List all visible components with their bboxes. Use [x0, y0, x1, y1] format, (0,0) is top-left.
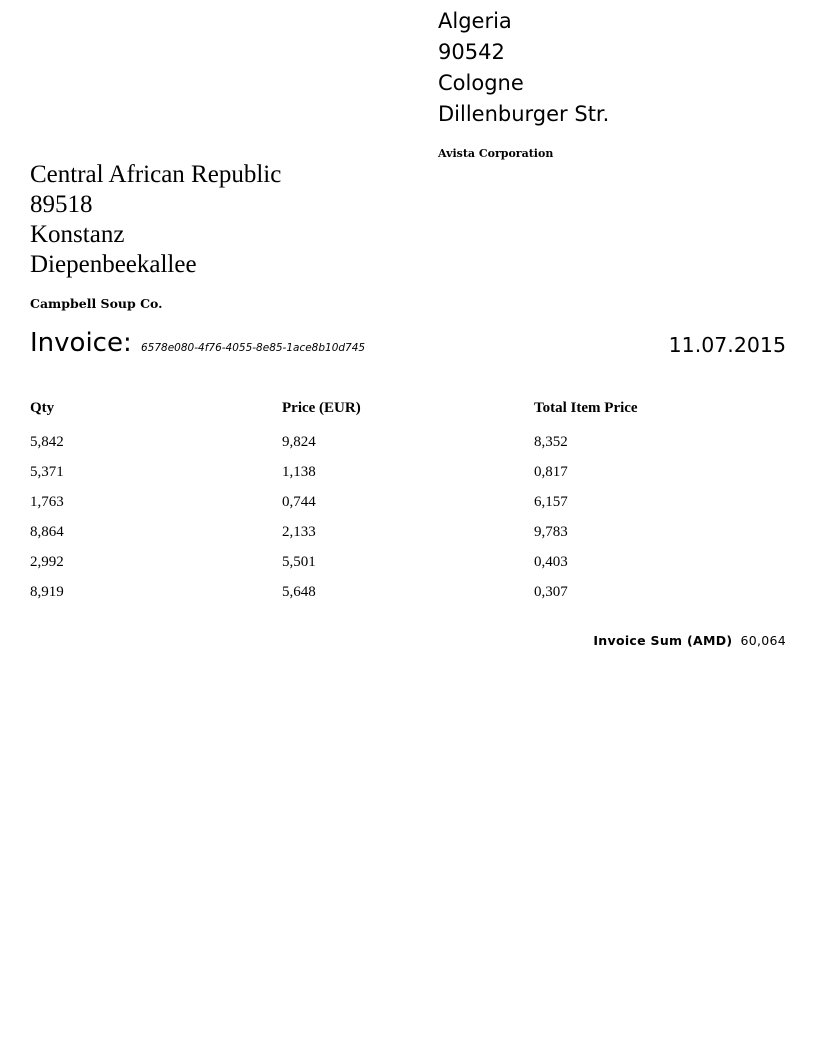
row-price: 5,501 — [282, 554, 316, 570]
row-qty: 2,992 — [30, 554, 64, 570]
invoice-sum-value: 60,064 — [740, 633, 786, 648]
row-price: 2,133 — [282, 524, 316, 540]
table-row — [30, 580, 786, 610]
recipient-address — [30, 160, 430, 280]
table-row — [30, 550, 786, 580]
row-qty: 1,763 — [30, 494, 64, 510]
table-header-row — [30, 396, 786, 430]
row-qty: 8,864 — [30, 524, 64, 540]
items-table — [30, 396, 786, 610]
row-qty: 5,842 — [30, 434, 64, 450]
row-qty: 5,371 — [30, 464, 64, 480]
row-total: 6,157 — [534, 494, 568, 510]
row-total: 0,403 — [534, 554, 568, 570]
sender-street: Dillenburger Str. — [438, 102, 610, 126]
recipient-city: Konstanz — [30, 221, 125, 248]
recipient-street: Diepenbeekallee — [30, 251, 197, 278]
sender-postal-code: 90542 — [438, 40, 505, 64]
sender-country: Algeria — [438, 9, 512, 33]
sender-city: Cologne — [438, 71, 524, 95]
recipient-country: Central African Republic — [30, 161, 282, 188]
sender-company: Avista Corporation — [438, 147, 554, 160]
table-row — [30, 460, 786, 490]
row-price: 9,824 — [282, 434, 316, 450]
sender-address — [438, 6, 798, 130]
row-total: 8,352 — [534, 434, 568, 450]
row-price: 0,744 — [282, 494, 316, 510]
invoice-date: 11.07.2015 — [668, 333, 786, 357]
invoice-sum-label: Invoice Sum (AMD) — [593, 633, 733, 648]
recipient-postal-code: 89518 — [30, 191, 93, 218]
table-row — [30, 520, 786, 550]
header-price: Price (EUR) — [282, 400, 361, 416]
row-total: 9,783 — [534, 524, 568, 540]
header-qty: Qty — [30, 400, 55, 416]
invoice-id: 6578e080-4f76-4055-8e85-1ace8b10d745 — [141, 342, 366, 354]
row-qty: 8,919 — [30, 584, 64, 600]
row-total: 0,817 — [534, 464, 568, 480]
recipient-company: Campbell Soup Co. — [30, 296, 163, 311]
invoice-sum — [593, 631, 786, 651]
row-total: 0,307 — [534, 584, 568, 600]
table-row — [30, 430, 786, 460]
invoice-title: Invoice: — [30, 328, 132, 358]
table-row — [30, 490, 786, 520]
row-price: 1,138 — [282, 464, 316, 480]
header-total: Total Item Price — [534, 400, 638, 416]
row-price: 5,648 — [282, 584, 316, 600]
